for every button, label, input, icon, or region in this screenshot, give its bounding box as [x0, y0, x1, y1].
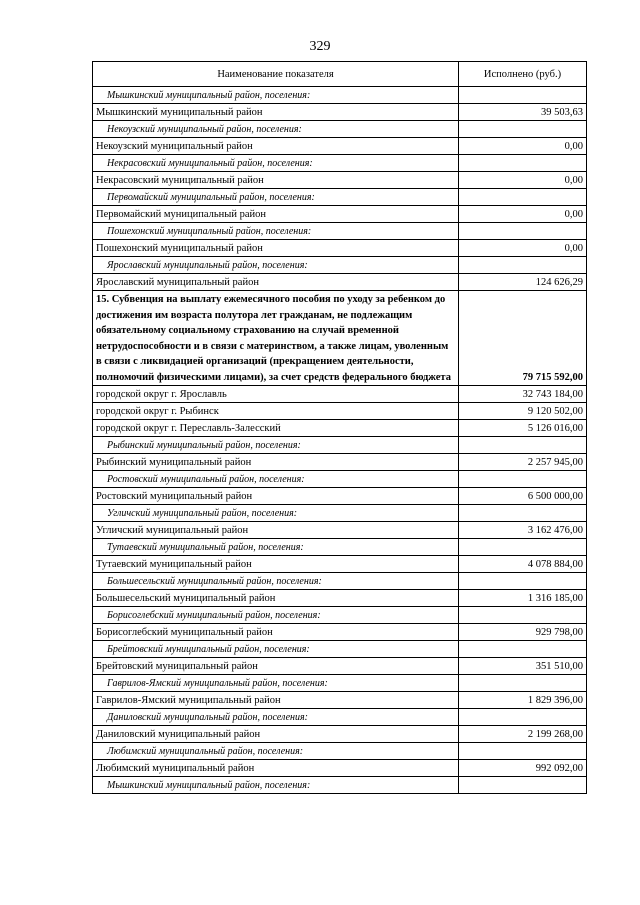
row-name: Рыбинский муниципальный район [93, 454, 459, 471]
table-row [93, 104, 587, 121]
row-value: 79 715 592,00 [459, 291, 587, 386]
row-value: 351 510,00 [459, 658, 587, 675]
table-row [93, 454, 587, 471]
row-value [459, 675, 587, 692]
row-name: Брейтовский муниципальный район, поселения: [93, 641, 459, 658]
table-row [93, 726, 587, 743]
row-value: 4 078 884,00 [459, 556, 587, 573]
row-name: Некоузский муниципальный район, поселения: [93, 121, 459, 138]
row-value: 1 829 396,00 [459, 692, 587, 709]
header-executed: Исполнено (руб.) [459, 62, 587, 87]
table-row [93, 172, 587, 189]
table-row [93, 641, 587, 658]
table-row [93, 709, 587, 726]
table-row [93, 760, 587, 777]
table-row [93, 607, 587, 624]
row-value: 1 316 185,00 [459, 590, 587, 607]
report-table [92, 61, 587, 794]
table-row [93, 522, 587, 539]
row-name: Гаврилов-Ямский муниципальный район, поселения: [93, 675, 459, 692]
header-indicator-name: Наименование показателя [93, 62, 459, 87]
row-name: Некоузский муниципальный район [93, 138, 459, 155]
row-value: 124 626,29 [459, 274, 587, 291]
row-value: 5 126 016,00 [459, 420, 587, 437]
row-name: Большесельский муниципальный район [93, 590, 459, 607]
table-row [93, 274, 587, 291]
report-body [93, 87, 587, 794]
row-value [459, 539, 587, 556]
row-value: 0,00 [459, 172, 587, 189]
table-row [93, 257, 587, 274]
row-name: городской округ г. Рыбинск [93, 403, 459, 420]
row-value: 929 798,00 [459, 624, 587, 641]
row-value: 3 162 476,00 [459, 522, 587, 539]
row-value [459, 223, 587, 240]
row-name: Любимский муниципальный район, поселения: [93, 743, 459, 760]
row-value: 2 257 945,00 [459, 454, 587, 471]
row-value [459, 641, 587, 658]
table-row [93, 155, 587, 172]
row-value [459, 505, 587, 522]
row-name: Тутаевский муниципальный район, поселения: [93, 539, 459, 556]
row-name: Ярославский муниципальный район [93, 274, 459, 291]
table-row [93, 692, 587, 709]
row-value: 6 500 000,00 [459, 488, 587, 505]
row-value [459, 257, 587, 274]
row-name: Угличский муниципальный район [93, 522, 459, 539]
row-name: Первомайский муниципальный район [93, 206, 459, 223]
table-row [93, 291, 587, 386]
row-value [459, 437, 587, 454]
table-row [93, 471, 587, 488]
row-name: Угличский муниципальный район, поселения: [93, 505, 459, 522]
table-row [93, 206, 587, 223]
row-name: Пошехонский муниципальный район [93, 240, 459, 257]
row-name: Мышкинский муниципальный район [93, 104, 459, 121]
page-number: 329 [309, 39, 331, 54]
row-value: 2 199 268,00 [459, 726, 587, 743]
table-row [93, 539, 587, 556]
row-name: Мышкинский муниципальный район, поселения: [93, 777, 459, 794]
row-name: Любимский муниципальный район [93, 760, 459, 777]
row-name: Даниловский муниципальный район [93, 726, 459, 743]
table-row [93, 556, 587, 573]
row-name: Борисоглебский муниципальный район [93, 624, 459, 641]
row-value [459, 607, 587, 624]
table-row [93, 743, 587, 760]
table-row [93, 488, 587, 505]
row-value [459, 87, 587, 104]
table-row [93, 87, 587, 104]
table-row [93, 573, 587, 590]
table-row [93, 777, 587, 794]
row-name: Даниловский муниципальный район, поселения: [93, 709, 459, 726]
table-row [93, 437, 587, 454]
row-name: Ярославский муниципальный район, поселения: [93, 257, 459, 274]
row-value [459, 777, 587, 794]
row-name: городской округ г. Ярославль [93, 386, 459, 403]
row-value [459, 121, 587, 138]
row-name: Первомайский муниципальный район, поселения: [93, 189, 459, 206]
table-row [93, 590, 587, 607]
row-value: 0,00 [459, 206, 587, 223]
row-name: Тутаевский муниципальный район [93, 556, 459, 573]
row-name: Гаврилов-Ямский муниципальный район [93, 692, 459, 709]
row-value [459, 573, 587, 590]
table-row [93, 223, 587, 240]
row-value: 32 743 184,00 [459, 386, 587, 403]
row-name: Брейтовский муниципальный район [93, 658, 459, 675]
table-row [93, 386, 587, 403]
table-header-row [93, 62, 587, 87]
row-value: 0,00 [459, 138, 587, 155]
row-name: Пошехонский муниципальный район, поселения: [93, 223, 459, 240]
row-value: 39 503,63 [459, 104, 587, 121]
row-value: 0,00 [459, 240, 587, 257]
row-value: 9 120 502,00 [459, 403, 587, 420]
row-name: Некрасовский муниципальный район, поселения: [93, 155, 459, 172]
table-row [93, 505, 587, 522]
row-value [459, 189, 587, 206]
table-row [93, 403, 587, 420]
row-name: Рыбинский муниципальный район, поселения: [93, 437, 459, 454]
row-name: Некрасовский муниципальный район [93, 172, 459, 189]
table-row [93, 240, 587, 257]
row-value [459, 155, 587, 172]
row-name: Ростовский муниципальный район, поселения: [93, 471, 459, 488]
row-name: Большесельский муниципальный район, поселения: [93, 573, 459, 590]
row-value [459, 743, 587, 760]
table-row [93, 121, 587, 138]
row-name: городской округ г. Переславль-Залесский [93, 420, 459, 437]
table-row [93, 189, 587, 206]
row-value [459, 471, 587, 488]
row-name: Мышкинский муниципальный район, поселения: [93, 87, 459, 104]
row-value [459, 709, 587, 726]
row-name: Ростовский муниципальный район [93, 488, 459, 505]
row-name: Борисоглебский муниципальный район, поселения: [93, 607, 459, 624]
row-name: 15. Субвенция на выплату ежемесячного пособия по уходу за ребенком до достижения им возраста полутора лет гражданам, не подлежащим обязательному социальному страхованию на случай временной нетрудоспособности и в связи с материнством, а также лицам, уволенным в связи с ликвидацией организаций (прекращением деятельности, полномочий физическими лицами), за счет средств федерального бюджета [93, 291, 459, 386]
table-row [93, 420, 587, 437]
row-value: 992 092,00 [459, 760, 587, 777]
table-row [93, 675, 587, 692]
table-row [93, 658, 587, 675]
table-row [93, 624, 587, 641]
table-row [93, 138, 587, 155]
